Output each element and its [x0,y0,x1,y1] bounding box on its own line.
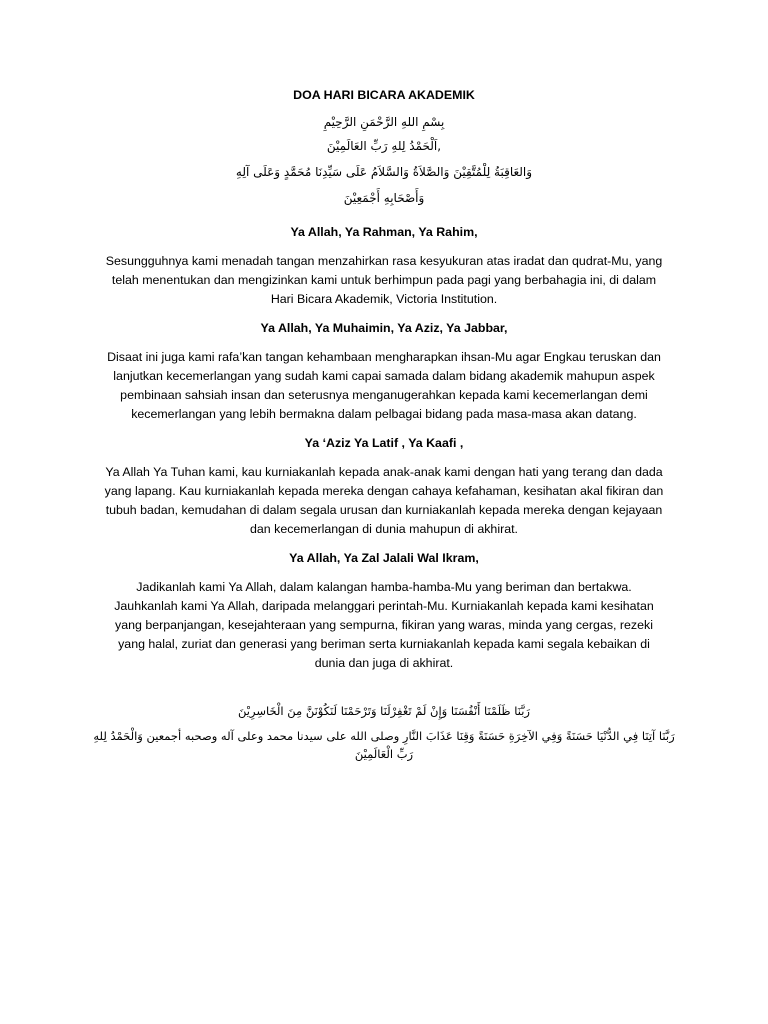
paragraph-line: Hari Bicara Akademik, Victoria Institution. [270,292,498,306]
paragraph-line: yang berpanjangan, kesejahteraan yang sempurna, fikiran yang waras, minda yang cergas, rezeki [115,618,653,632]
section-paragraph [80,578,688,673]
paragraph-line: dunia dan juga di akhirat. [314,656,454,670]
arabic-opening-line-3: وَالعَاقِبَةُ لِلْمُتَّقِيْنَ وَالصَّلاَةُ وَالسَّلاَمُ عَلَى سَيِّدِنَا مُحَمَّدٍ وَعَلَى آلِهِ [235,165,533,179]
paragraph-line: kecemerlangan yang lebih bermakna dalam pelbagai bidang pada masa-masa akan datang. [131,407,637,421]
arabic-basmalah: بِسْمِ اللهِ الرَّحْمَنِ الرَّحِيْمِ [323,115,445,129]
document-content [80,86,688,763]
arabic-closing-line-2: رَبَّنَا آتِنَا فِي الدُّنْيَا حَسَنَةً وَفِي الآخِرَةِ حَسَنَةً وَقِنَا عَذَابَ النَّارِ وصلى الله على سيدنا محمد وعلى آله وصحبه أجمعين وَالْحَمْدُ لِلهِ [93,729,675,743]
section-heading: Ya ‘Aziz Ya Latif , Ya Kaafi , [304,436,464,450]
section-heading: Ya Allah, Ya Zal Jalali Wal Ikram, [289,551,479,565]
section-paragraph [80,348,688,424]
arabic-closing [80,701,688,763]
paragraph-line: pembinaan sahsiah insan dan seterusnya menganugerahkan kepada kami kecemerlangan demi [120,388,648,402]
paragraph-line: yang lapang. Kau kurniakanlah kepada mereka dengan cahaya kefahaman, kesihatan akal fikiran dan [104,484,664,498]
section-paragraph [80,252,688,309]
arabic-hamdalah: ,اَلْحَمْدُ لِلهِ رَبِّ العَالَمِيْنَ [326,139,442,153]
document-title: DOA HARI BICARA AKADEMIK [293,88,475,102]
paragraph-line: Disaat ini juga kami rafa’kan tangan kehambaan mengharapkan ihsan-Mu agar Engkau teruskan dan [107,350,661,364]
arabic-closing-line-3: رَبِّ الْعَالَمِيْنَ [354,747,414,761]
paragraph-line: tubuh badan, kemudahan di dalam segala urusan dan kurniakanlah kepada mereka dengan kejayaan [105,503,663,517]
arabic-closing-line-1: رَبَّنَا ظَلَمْنَا أَنْفُسَنَا وَإِنْ لَمْ تَغْفِرْلَنَا وَتَرْحَمْنَا لَنَكُوْنَنَّ مِنَ الْخَاسِرِيْنَ [238,704,530,718]
paragraph-line: Jauhkanlah kami Ya Allah, daripada melanggari perintah-Mu. Kurniakanlah kepada kami kesihatan [114,599,654,613]
paragraph-line: Jadikanlah kami Ya Allah, dalam kalangan hamba-hamba-Mu yang beriman dan bertakwa. [136,580,632,594]
paragraph-line: dan kecemerlangan di dunia mahupun di akhirat. [250,522,518,536]
paragraph-line: yang halal, zuriat dan generasi yang beriman serta kurniakanlah kepada kami segala kebaikan di [118,637,650,651]
paragraph-line: Ya Allah Ya Tuhan kami, kau kurniakanlah kepada anak-anak kami dengan hati yang terang dan dada [105,465,663,479]
section-paragraph [80,463,688,539]
paragraph-line: telah menentukan dan mengizinkan kami untuk berhimpun pada pagi yang berbahagia ini, di dalam [111,273,657,287]
arabic-opening-line-4: وَأَصْحَابِهِ أَجْمَعِيْنَ [343,191,425,205]
section-heading: Ya Allah, Ya Muhaimin, Ya Aziz, Ya Jabbar, [260,321,508,335]
paragraph-line: lanjutkan kecemerlangan yang sudah kami capai samada dalam bidang akademik mahupun aspek [113,369,655,383]
paragraph-line: Sesungguhnya kami menadah tangan menzahirkan rasa kesyukuran atas iradat dan qudrat-Mu, yang [105,254,663,268]
section-heading: Ya Allah, Ya Rahman, Ya Rahim, [290,225,478,239]
